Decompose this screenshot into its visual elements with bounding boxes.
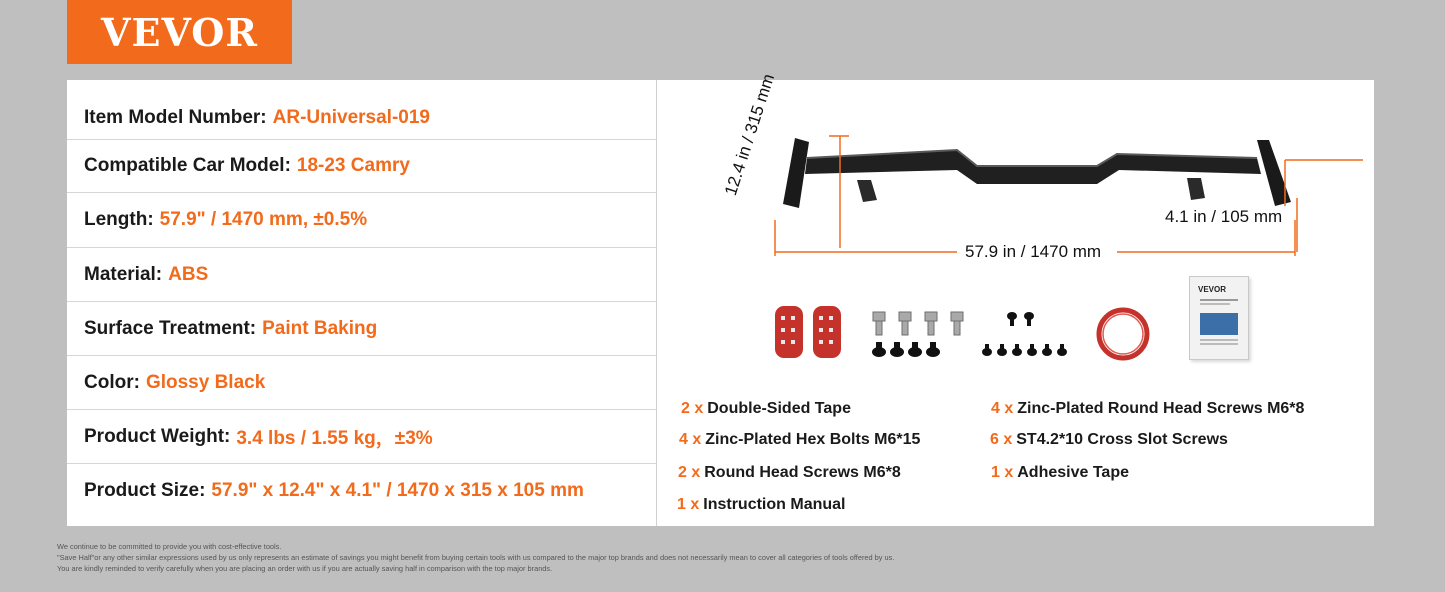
- spec-value: Paint Baking: [262, 317, 378, 339]
- spec-label: Material:: [84, 263, 163, 285]
- spec-value: 57.9" / 1470 mm, ±0.5%: [159, 209, 368, 230]
- product-illustration-area: [657, 71, 1374, 526]
- product-illustration: [657, 80, 1374, 526]
- instruction-manual-image: [1189, 276, 1249, 360]
- accessory-qty: 1 x: [991, 464, 1014, 481]
- spec-label: Item Model Number:: [84, 106, 267, 128]
- spec-panel: [67, 71, 1374, 526]
- manual-logo: VEVOR: [1198, 285, 1227, 294]
- spec-row-model: [67, 96, 656, 140]
- accessory-name: Instruction Manual: [703, 496, 846, 513]
- spec-label: Product Size:: [84, 480, 206, 501]
- spec-value: ABS: [168, 263, 209, 285]
- spoiler-image: [783, 138, 1291, 208]
- spec-label: Product Weight:: [84, 425, 231, 447]
- spec-label: Surface Treatment:: [84, 317, 257, 339]
- length-dimension-label: 57.9 in / 1470 mm: [965, 242, 1102, 261]
- spec-row-size: [67, 464, 656, 518]
- spec-value: Glossy Black: [145, 371, 266, 393]
- vevor-logo: [67, 0, 292, 64]
- accessory-name: Adhesive Tape: [1017, 464, 1129, 481]
- disclaimer-line: We continue to be committed to provide you with cost-effective tools.: [57, 542, 282, 551]
- spec-table: [67, 80, 657, 526]
- accessory-item: [991, 400, 1304, 418]
- logo-text: VEVOR: [101, 9, 258, 55]
- accessory-qty: 6 x: [990, 431, 1013, 448]
- accessory-qty: 2 x: [678, 464, 701, 481]
- accessory-name: Zinc-Plated Hex Bolts M6*15: [705, 431, 921, 448]
- spec-label: Compatible Car Model:: [84, 155, 291, 176]
- accessory-qty: 2 x: [681, 400, 704, 417]
- disclaimer-line: You are kindly reminded to verify carefully when you are placing an order with us if you are actually saving half in comparison with the top major brands.: [57, 564, 553, 573]
- accessory-qty: 4 x: [679, 431, 702, 448]
- spec-row-length: [67, 193, 656, 248]
- spec-row-surface: [67, 302, 656, 356]
- spec-value: 3.4 lbs / 1.55 kg，±3%: [236, 428, 433, 449]
- cross-slot-screws-image: [982, 312, 1067, 356]
- accessory-item: [677, 496, 845, 514]
- spec-row-weight: [67, 410, 656, 464]
- spec-value: AR-Universal-019: [272, 106, 430, 128]
- accessory-name: Zinc-Plated Round Head Screws M6*8: [1017, 400, 1305, 417]
- round-head-screws-image: [872, 342, 940, 357]
- disclaimer-footer: [57, 541, 894, 574]
- hex-bolts-image: [873, 312, 963, 335]
- spec-label: Color:: [84, 371, 140, 393]
- double-sided-tape-image: [775, 306, 841, 358]
- spec-row-car-model: [67, 140, 656, 193]
- accessory-item: [990, 431, 1228, 449]
- spec-label: Length:: [84, 209, 154, 230]
- height-dimension-label: 12.4 in / 315 mm: [721, 71, 779, 198]
- accessory-item: [679, 431, 920, 449]
- accessory-qty: 4 x: [991, 400, 1014, 417]
- disclaimer-line: "Save Half"or any other similar expressions used by us only represents an estimate of savings you might benefit from buying certain tools with us compared to the major top brands and does not necessarily mean to cover all categories of tools offered by us.: [57, 553, 895, 562]
- adhesive-tape-image: [1099, 310, 1147, 358]
- accessory-item: [678, 464, 901, 482]
- accessory-item: [991, 464, 1129, 482]
- accessory-qty: 1 x: [677, 496, 700, 513]
- accessory-name: Double-Sided Tape: [707, 400, 851, 417]
- accessory-name: ST4.2*10 Cross Slot Screws: [1016, 431, 1228, 448]
- spec-value: 57.9" x 12.4" x 4.1" / 1470 x 315 x 105 mm: [211, 480, 584, 501]
- accessory-item: [681, 400, 851, 418]
- spec-row-color: [67, 356, 656, 410]
- accessory-name: Round Head Screws M6*8: [704, 464, 901, 481]
- depth-dimension-label: 4.1 in / 105 mm: [1165, 207, 1283, 226]
- spec-value: 18-23 Camry: [296, 155, 410, 176]
- spec-row-material: [67, 248, 656, 302]
